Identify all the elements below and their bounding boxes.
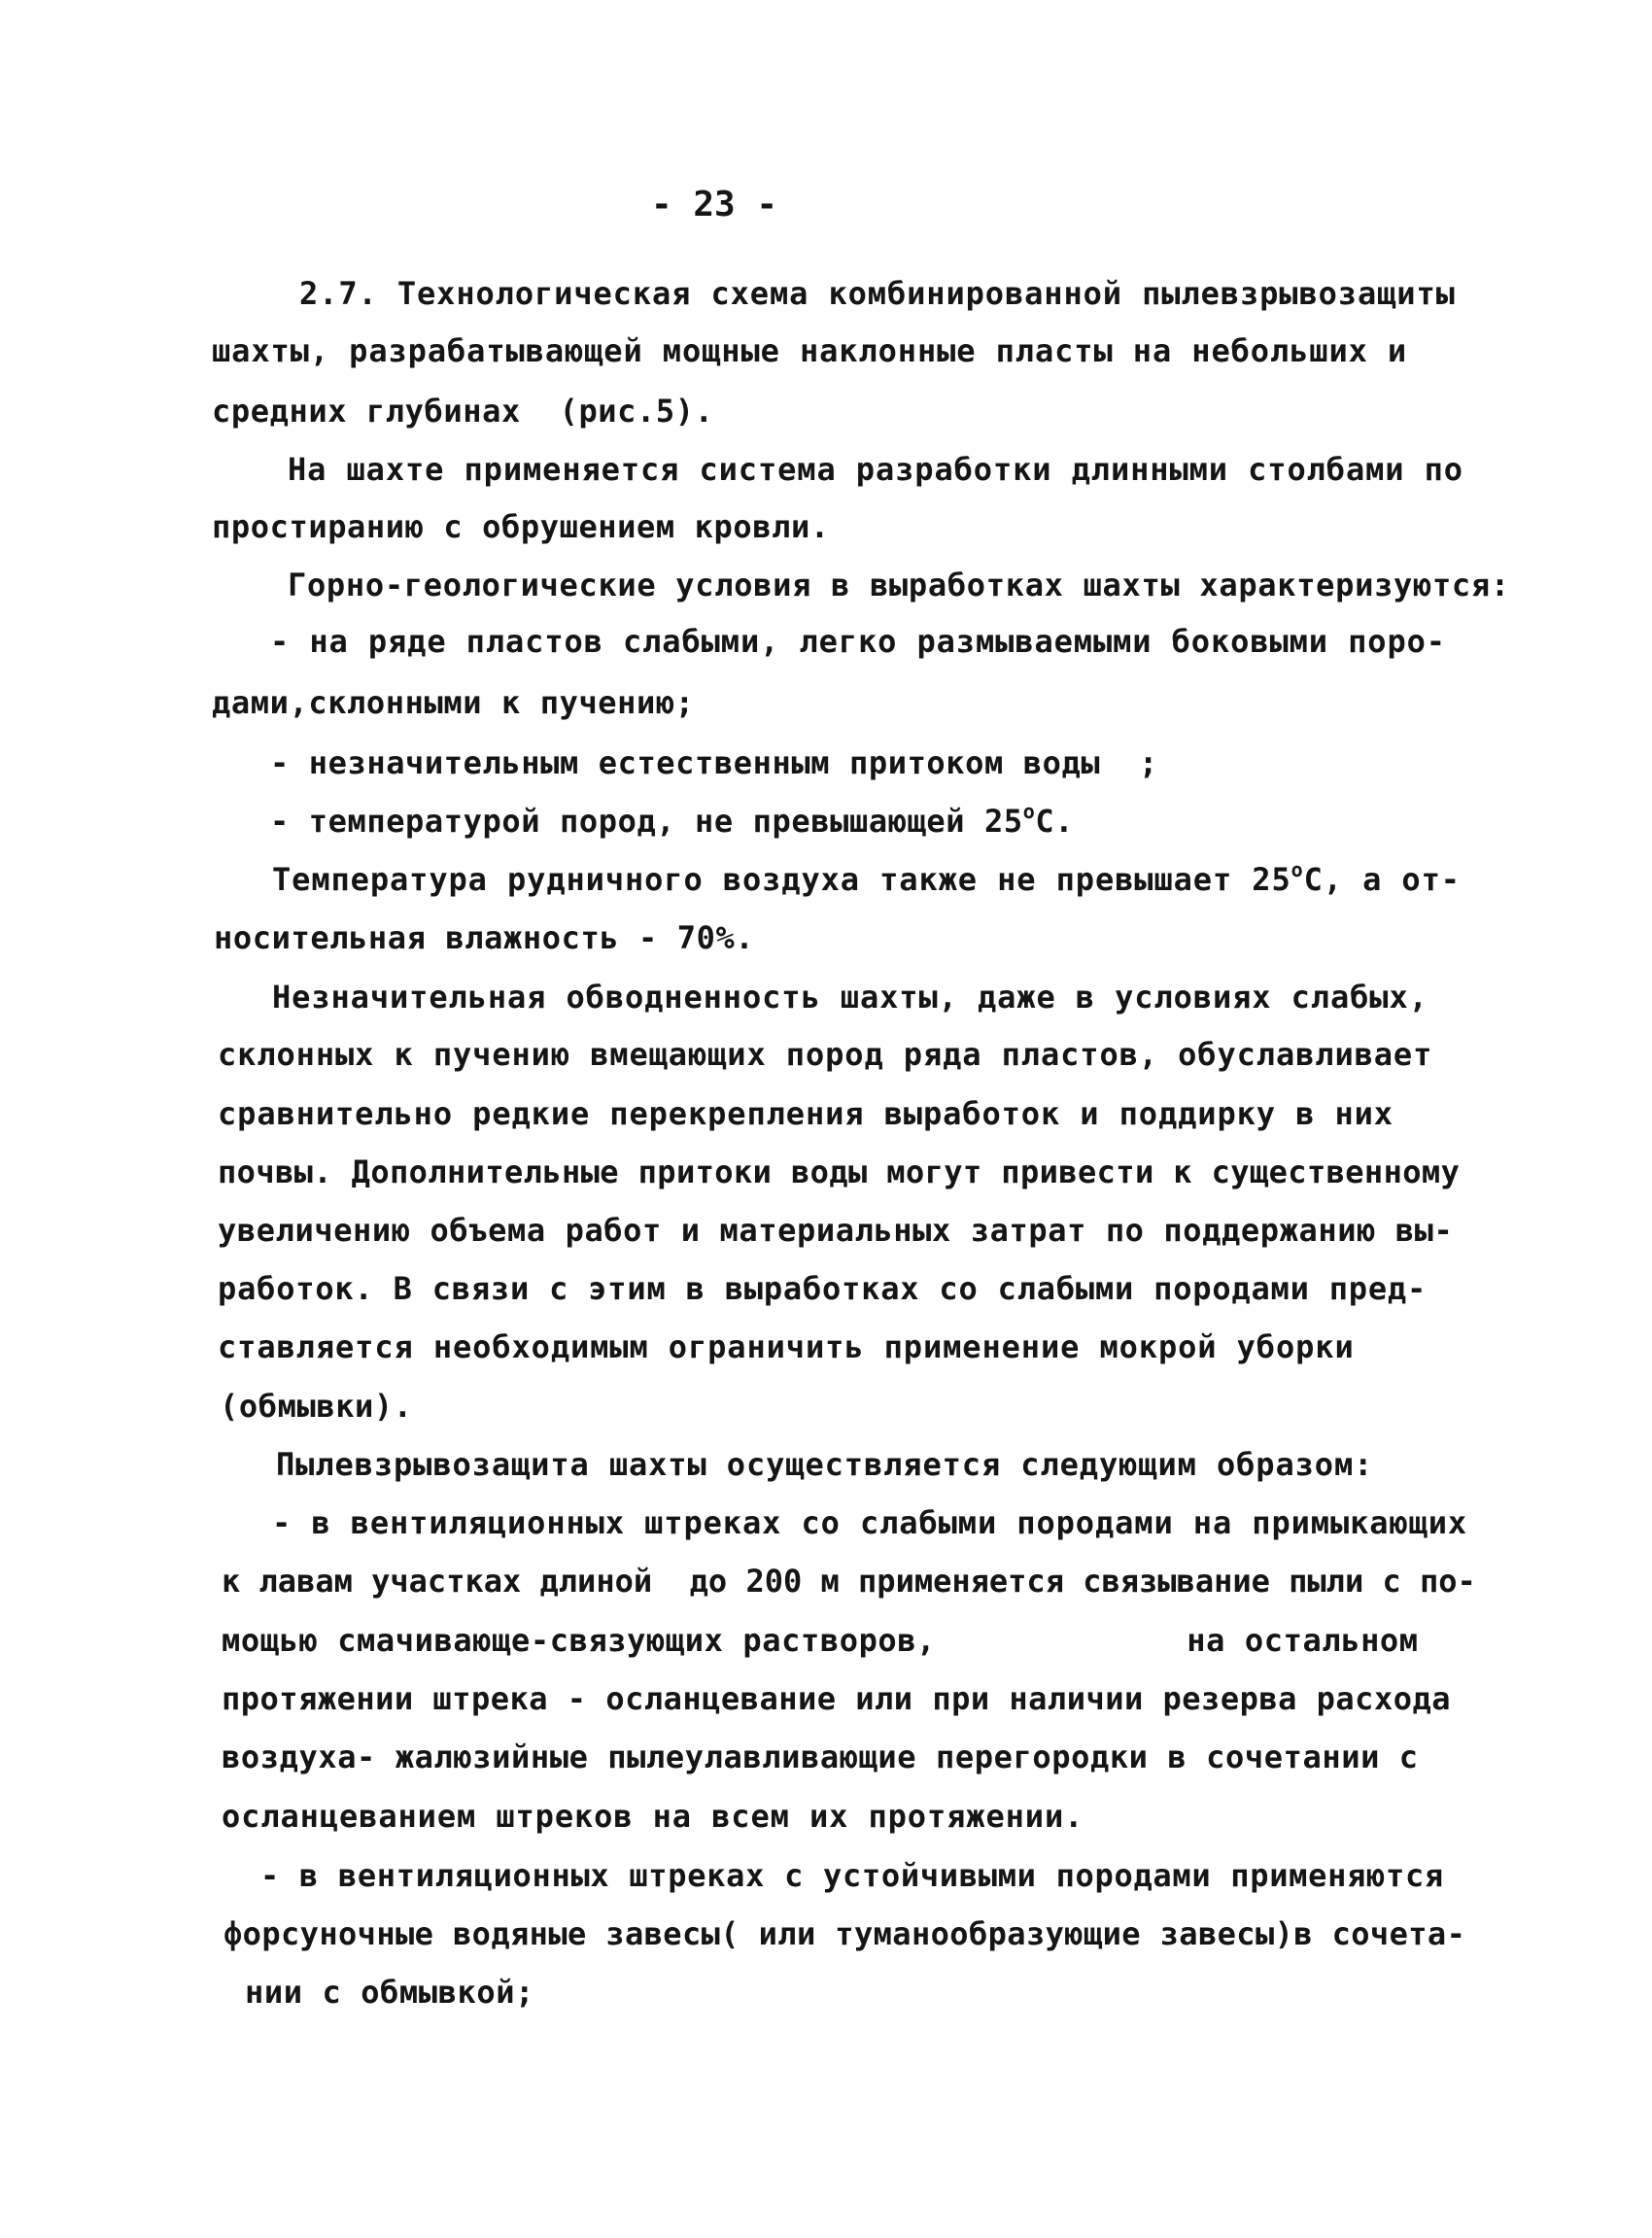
text-line-11-main: Температура рудничного воздуха также не превышает 25 xyxy=(272,861,1291,898)
text-line-7: - на ряде пластов слабыми, легко размываемыми боковыми поро- xyxy=(270,623,1446,660)
degree-symbol: o xyxy=(1291,858,1304,881)
text-line-27: осланцеванием штреков на всем их протяжении. xyxy=(222,1798,1084,1835)
text-line-14: склонных к пучению вмещающих пород ряда пластов, обуславливает xyxy=(218,1036,1433,1073)
text-line-20: (обмывки). xyxy=(220,1388,413,1425)
text-line-28: - в вентиляционных штреках с устойчивыми породами применяются xyxy=(260,1857,1444,1894)
text-line-22: - в вентиляционных штреках со слабыми породами на примыкающих xyxy=(272,1504,1468,1541)
text-line-4: На шахте применяется система разработки длинными столбами по xyxy=(288,451,1463,488)
text-line-12: носительная влажность - 70%. xyxy=(214,919,755,956)
temp-unit-2: C, а от- xyxy=(1303,861,1461,898)
degree-symbol: o xyxy=(1022,800,1036,823)
text-line-13: Незначительная обводненность шахты, даже в условиях слабых, xyxy=(272,979,1428,1016)
text-line-1: 2.7. Технологическая схема комбинированной пылевзрывозащиты xyxy=(299,275,1456,312)
page-number: - 23 - xyxy=(651,185,778,224)
text-line-30: нии с обмывкой; xyxy=(245,1974,534,2011)
text-line-9: - незначительным естественным притоком воды ; xyxy=(270,744,1158,781)
text-line-10-main: - температурой пород, не превышающей 25 xyxy=(270,803,1023,840)
text-line-26: воздуха- жалюзийные пылеулавливающие перегородки в сочетании с xyxy=(222,1739,1419,1775)
text-line-29: форсуночные водяные завесы( или туманообразующие завесы)в сочета- xyxy=(224,1915,1466,1952)
text-line-8: дами,склонными к пучению; xyxy=(212,684,695,721)
text-line-15: сравнительно редкие перекрепления выработок и поддирку в них xyxy=(218,1095,1394,1132)
text-line-25: протяжении штрека - осланцевание или при наличии резерва расхода xyxy=(222,1680,1451,1717)
text-line-23: к лавам участках длиной до 200 м применяется связывание пыли с по- xyxy=(222,1563,1476,1600)
text-line-3: средних глубинах (рис.5). xyxy=(212,393,714,430)
text-line-10 xyxy=(270,802,1074,841)
text-line-16: почвы. Дополнительные притоки воды могут привести к существенному xyxy=(218,1153,1461,1190)
text-line-24: мощью смачивающе-связующих растворов, на остальном xyxy=(222,1622,1419,1659)
text-line-5: простиранию с обрушением кровли. xyxy=(212,508,830,545)
text-line-19: ставляется необходимым ограничить применение мокрой уборки xyxy=(218,1328,1355,1365)
text-line-2: шахты, разрабатывающей мощные наклонные пласты на небольших и xyxy=(212,332,1408,369)
text-line-17: увеличению объема работ и материальных затрат по поддержанию вы- xyxy=(218,1212,1454,1249)
text-line-11 xyxy=(272,860,1461,899)
temp-unit-1: C. xyxy=(1035,803,1075,840)
text-line-18: работок. В связи с этим в выработках со слабыми породами пред- xyxy=(218,1270,1428,1307)
text-line-21: Пылевзрывозащита шахты осуществляется следующим образом: xyxy=(276,1446,1374,1483)
text-line-6: Горно-геологические условия в выработках шахты характеризуются: xyxy=(288,567,1510,603)
